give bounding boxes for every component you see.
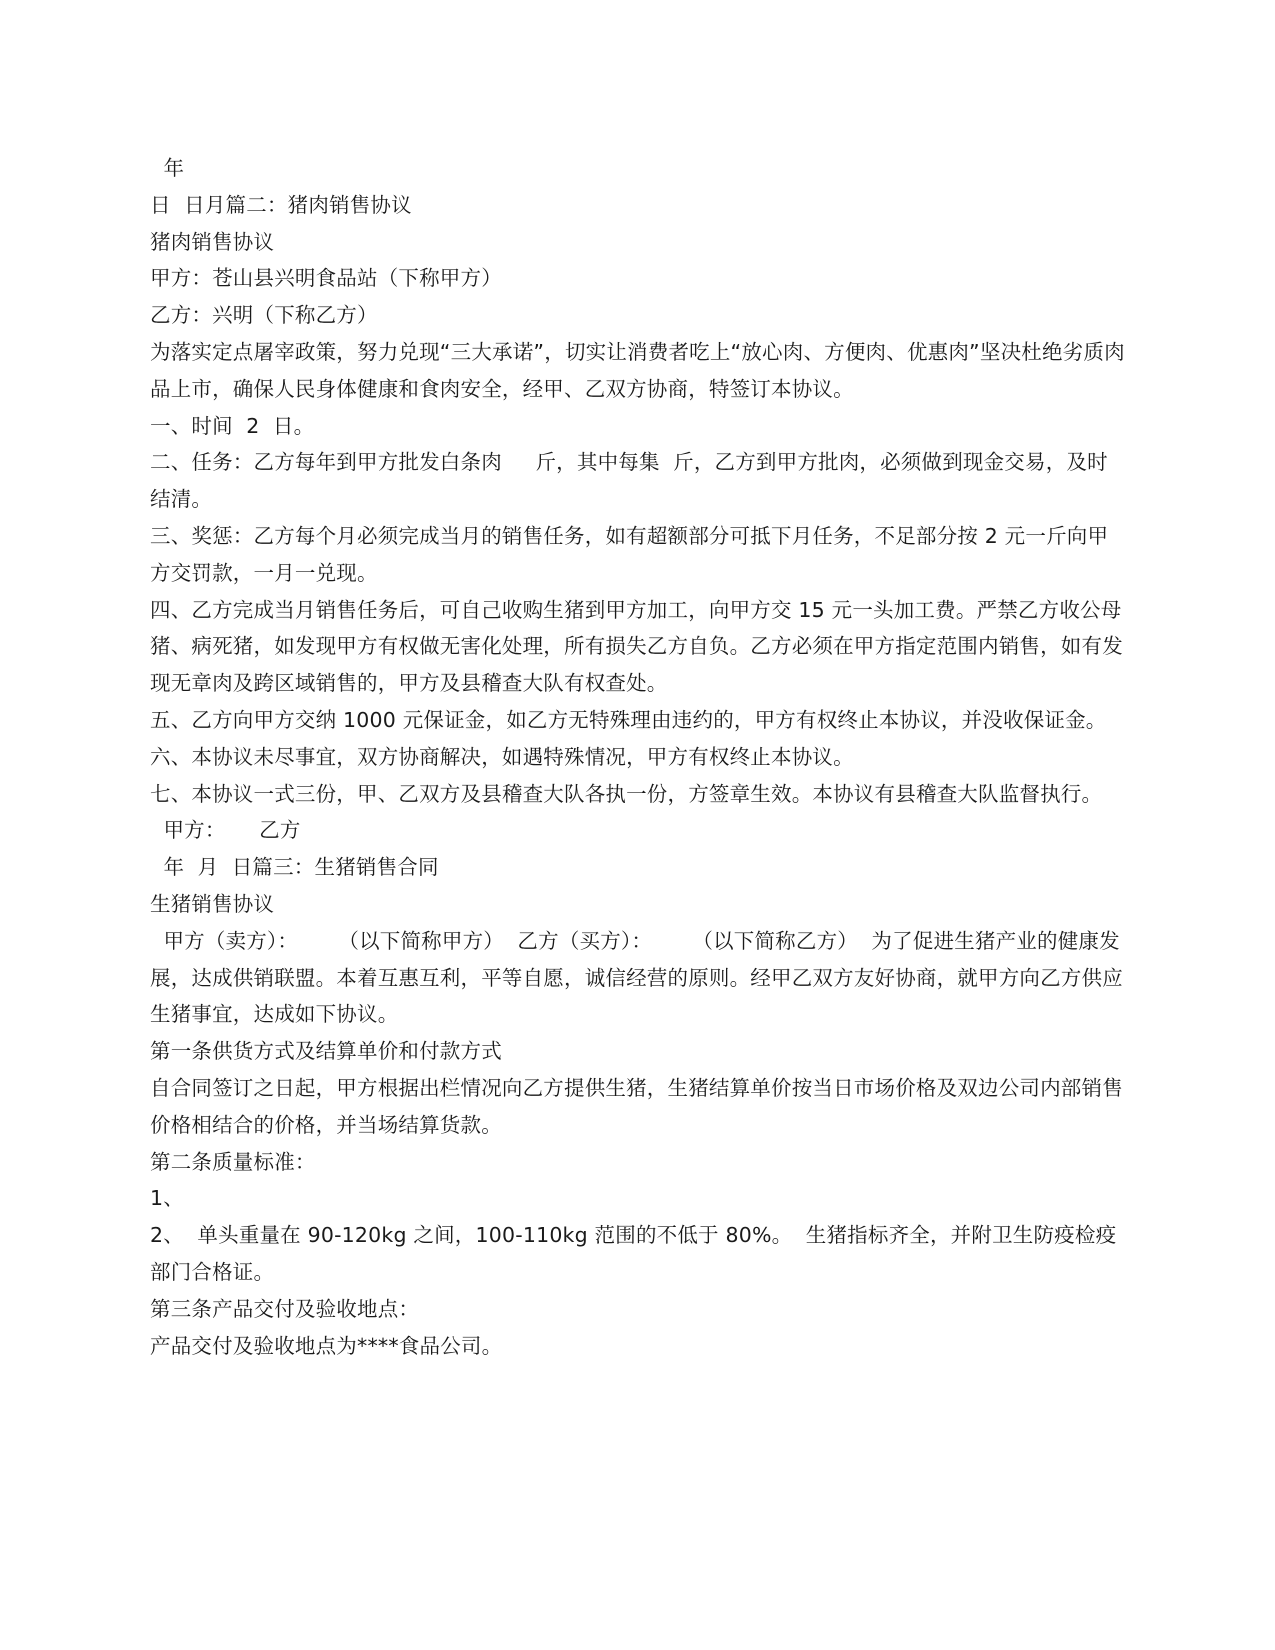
date-line-year: 年 bbox=[150, 156, 185, 180]
preamble-paragraph: 为落实定点屠宰政策，努力兑现“三大承诺”，切实让消费者吃上“放心肉、方便肉、优惠肉”坚决杜绝劣质肉品上市，确保人民身体健康和食肉安全，经甲、乙双方协商，特签订本协议。 bbox=[150, 339, 1125, 401]
article-2-item-1: 1、 bbox=[150, 1186, 184, 1211]
clause-5-deposit: 五、乙方向甲方交纳 1000 元保证金，如乙方无特殊理由违约的，甲方有权终止本协议，并没收保证金。 bbox=[150, 707, 1107, 732]
article-2-item-2: 2、 单头重量在 90-120kg 之间，100-110kg 范围的不低于 80%。 生猪指标齐全，并附卫生防疫检疫部门合格证。 bbox=[150, 1223, 1117, 1284]
parties-preamble-paragraph: 甲方（卖方）： （以下简称甲方） 乙方（买方）： （以下简称乙方） 为了促进生猪产业的健康发展，达成供销联盟。本着互惠互利，平等自愿，诚信经营的原则。经甲乙双方友好协商，就甲方向乙方供应生猪事宜，达成如下协议。 bbox=[150, 928, 1123, 1027]
section-heading-part-two: 日 日月篇二：猪肉销售协议 bbox=[150, 192, 412, 217]
clause-7-copies: 七、本协议一式三份，甲、乙双方及县稽查大队各执一份，方签章生效。本协议有县稽查大队监督执行。 bbox=[150, 781, 1103, 806]
clause-6-unresolved: 六、本协议未尽事宜，双方协商解决，如遇特殊情况，甲方有权终止本协议。 bbox=[150, 744, 854, 769]
article-1-heading: 第一条供货方式及结算单价和付款方式 bbox=[150, 1039, 502, 1064]
article-3-body: 产品交付及验收地点为****食品公司。 bbox=[150, 1333, 503, 1358]
section-heading-part-three: 年 月 日篇三：生猪销售合同 bbox=[150, 855, 439, 880]
article-2-heading: 第二条质量标准： bbox=[150, 1149, 316, 1174]
signature-line: 甲方： 乙方 bbox=[150, 818, 301, 843]
agreement-title-live-pig: 生猪销售协议 bbox=[150, 891, 275, 916]
party-b-line: 乙方：兴明（下称乙方） bbox=[150, 303, 378, 328]
clause-1-time: 一、时间 2 日。 bbox=[150, 413, 315, 438]
clause-2-task: 二、任务：乙方每年到甲方批发白条肉 斤，其中每集 斤，乙方到甲方批肉，必须做到现金交易，及时结清。 bbox=[150, 450, 1108, 512]
party-a-line: 甲方：苍山县兴明食品站（下称甲方） bbox=[150, 266, 502, 291]
clause-3-reward-penalty: 三、奖惩：乙方每个月必须完成当月的销售任务，如有超额部分可抵下月任务，不足部分按 2 元一斤向甲方交罚款，一月一兑现。 bbox=[150, 523, 1109, 585]
agreement-title-pork: 猪肉销售协议 bbox=[150, 229, 275, 254]
article-1-body: 自合同签订之日起，甲方根据出栏情况向乙方提供生猪，生猪结算单价按当日市场价格及双边公司内部销售价格相结合的价格，并当场结算货款。 bbox=[150, 1075, 1123, 1137]
clause-4-processing: 四、乙方完成当月销售任务后，可自己收购生猪到甲方加工，向甲方交 15 元一头加工费。严禁乙方收公母猪、病死猪，如发现甲方有权做无害化处理，所有损失乙方自负。乙方必须在甲方指定范围内销售，如有发现无章肉及跨区域销售的，甲方及县稽查大队有权查处。 bbox=[150, 597, 1123, 696]
article-3-heading: 第三条产品交付及验收地点： bbox=[150, 1296, 420, 1321]
document-body bbox=[150, 150, 1126, 1364]
